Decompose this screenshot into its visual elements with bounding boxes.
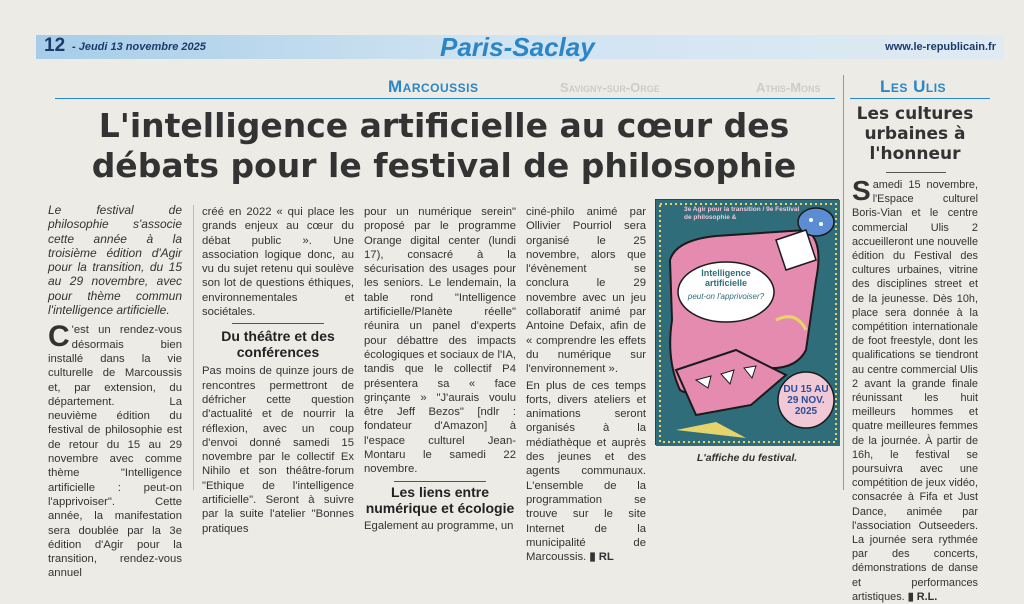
article-intro — [48, 320, 182, 580]
website-url: www.le-republicain.fr — [885, 41, 996, 53]
article-headline: L'intelligence artificielle au cœur des débats pour le festival de philosophie — [91, 106, 797, 185]
column-divider — [193, 205, 194, 490]
article-text: 'est un rendez-vous désormais bien installé dans la vie culturelle de Marcoussis et, par extension, du département. La neuvième édition du festival de philosophie est de retour du 15 au 29 novembre avec comme thème "Intelligence artificielle : peut-on l'apprivoiser". Cette année, la manifestation sera doublée par la 3e édition d'Agir pour la transition, rendez-vous annuel — [48, 324, 182, 580]
article-kicker: Marcoussis — [388, 77, 479, 96]
page-header-bar — [36, 32, 1004, 62]
article-text: En plus de ces temps forts, divers ateliers et animations seront organisés à la médiathèque et auprès des jeunes et des agents communaux. L'ensemble de la programmation se trouve sur le site Internet de la municipalité de Marcoussis. ▮ RL — [526, 379, 646, 564]
sidebar-title-rule — [886, 172, 946, 173]
article-text: pour un numérique serein" proposé par le programme Orange digital center (lundi 17), consacré à la sécurisation des usages pour les seniors. Le lendemain, la table rond "Intelligence artificielle/Planète réelle" réunira un panel d'experts pour débattre des impacts écologiques et sociaux de l'IA, tandis que le collectif P4 présentera sa « face grinçante » "J'aurais voulu être Jeff Bezos" [ndlr : fondateur d'Amazon] à l'espace culturel Jean-Montaru le samedi 22 novembre. — [364, 206, 516, 476]
sidebar-kicker: Les Ulis — [880, 77, 947, 96]
article-column-3 — [364, 205, 516, 533]
sidebar-dropcap: S — [852, 175, 871, 206]
article-chapo: Le festival de philosophie s'associe cette année à la troisième édition d'Agir pour la transition, du 15 au 29 novembre, avec pour thème commun l'intelligence artificielle. — [48, 203, 182, 318]
article-signature: RL — [598, 551, 614, 564]
poster-caption: L'affiche du festival. — [696, 452, 798, 464]
article-text: Egalement au programme, un — [364, 519, 514, 532]
sidebar-divider — [843, 75, 844, 490]
article-text: ciné-philo animé par Ollivier Pourriol sera organisé le 25 novembre, alors que l'évènement se conclura le 29 novembre avec un jeu collaboratif animé par Antoine Defaix, afin de « comprendre les effets du numérique sur l'environnement ». — [526, 206, 646, 376]
subhead-rule — [394, 481, 485, 482]
dropcap: C — [48, 320, 70, 354]
article-subhead: Les liens entre numérique et écologie — [365, 483, 515, 516]
article-column-2 — [202, 205, 354, 536]
article-text: créé en 2022 « qui place les grands enjeux au cœur du débat public ». Une association logique donc, au vu du sujet retenu qui soulève son lot de questions éthiques, environnementales et sociétales. — [202, 206, 354, 319]
sidebar-title: Les cultures urbaines à l'honneur — [856, 104, 974, 164]
article-subhead: Du théâtre et des conférences — [221, 328, 335, 361]
poster-top-text: 3e Agir pour la transition / 9e Festival de philosophie & — [684, 206, 800, 221]
poster-question: peut-on l'apprivoiser? — [687, 292, 765, 301]
article-column-1 — [48, 203, 182, 581]
sidebar-kicker-rule — [850, 98, 990, 99]
sidebar-text: Samedi 15 novembre, l'Espace culturel Boris-Vian et le centre commercial Ulis 2 accueilleront une nouvelle édition du Festival des cultures urbaines, vitrine des disciplines street et de la jeunesse. Dès 10h, place sera donnée à la compétition internationale de foot freestyle, dont les qualifications se tiendront au centre commercial Ulis 2 avant la grande finale réunissant les huit meilleurs hommes et quatre meilleures femmes de la journée. À partir de 16h, le festival se poursuivra avec une compétition de jeux vidéo, consacrée à Fifa et Just Dance, animée par l'association Outseeders. La journée sera rythmée par des concerts, démonstrations de danse et performances artistiques. ▮ R.L. — [852, 175, 978, 603]
subhead-rule — [232, 323, 323, 324]
issue-date: - Jeudi 13 novembre 2025 — [72, 41, 206, 53]
poster-title: Intelligence artificielle — [701, 268, 751, 288]
festival-poster-image — [655, 199, 839, 445]
page-number: 12 — [44, 35, 66, 56]
bleed-through-text-2: Savigny-sur-Orge — [560, 80, 660, 95]
poster-dates: DU 15 AU 29 NOV. 2025 — [783, 384, 829, 417]
section-title: Paris-Saclay — [440, 32, 595, 62]
article-column-4 — [526, 205, 646, 564]
sidebar-column — [852, 175, 978, 604]
kicker-rule — [55, 98, 835, 99]
bleed-through-text-1: Athis-Mons — [756, 80, 821, 95]
sidebar-signature: R.L. — [916, 590, 938, 603]
article-text: Pas moins de quinze jours de rencontres permettront de défricher cette question d'actualité et de nourrir la réflexion, avec un coup d'envoi donné samedi 15 novembre par le collectif Ex Nihilo et son théâtre-forum "Ethique de l'intelligence artificielle". Seront à suivre par la suite l'atelier "Bonnes pratiques — [202, 365, 354, 535]
